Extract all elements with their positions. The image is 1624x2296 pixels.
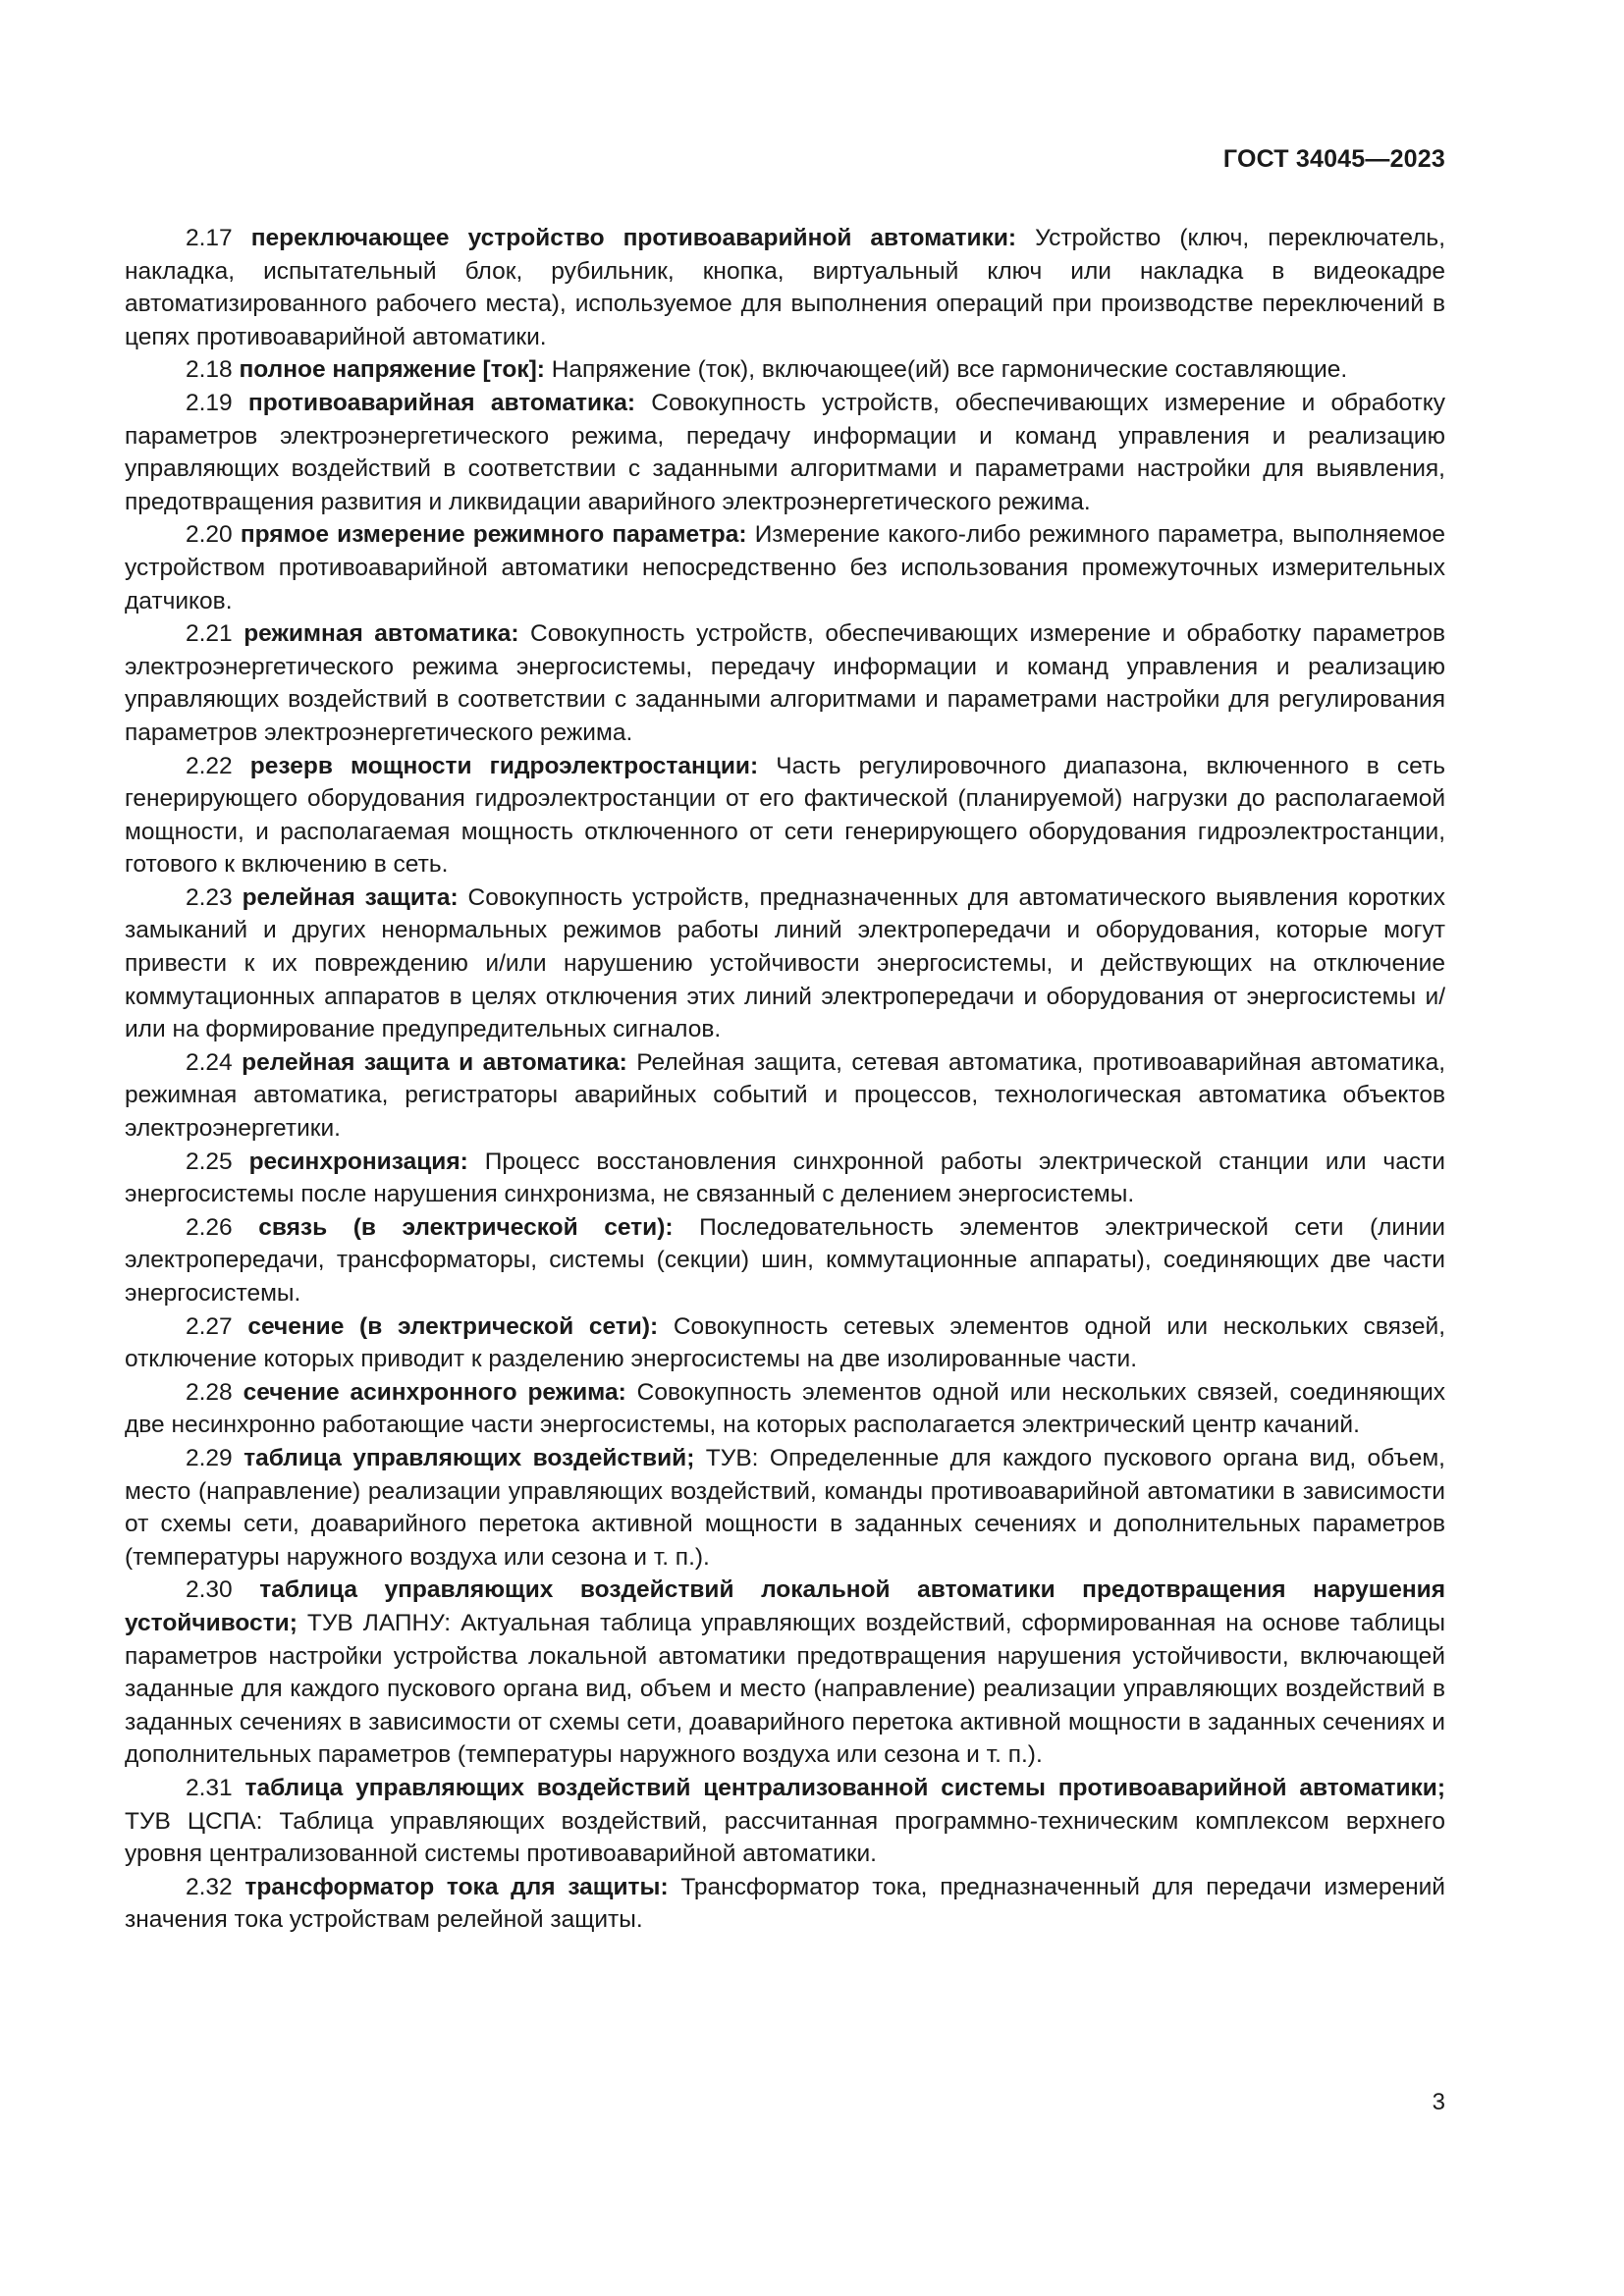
term-entry [125, 1211, 1445, 1310]
entry-number: 2.19 [186, 389, 233, 416]
entry-number: 2.18 [186, 356, 233, 384]
entry-term: прямое измерение режимного параметра: [240, 521, 747, 549]
entry-term: таблица управляющих воздействий; [244, 1444, 695, 1471]
entry-definition: Совокупность устройств, обеспечивающих измерение и обработку параметров электроэнергетического режима энергосистемы, передачу информации и команд управления и реализацию управляющих воздействий в соответствии с заданными алгоритмами и параметрами настройки для регулирования параметров электроэнергетического режима. [125, 620, 1445, 746]
entry-term: таблица управляющих воздействий централизованной системы противоаварийной автоматики; [244, 1774, 1446, 1801]
term-entry [125, 1772, 1445, 1871]
entry-definition: Напряжение (ток), включающее(ий) все гармонические составляющие. [551, 356, 1348, 384]
term-entry [125, 1376, 1445, 1442]
entry-definition: Часть регулировочного диапазона, включенного в сеть генерирующего оборудования гидроэлектростанции от его фактической (планируемой) нагрузки до располагаемой мощности, и располагаемая мощность отключенного от сети генерирующего оборудования гидроэлектростанции, готового к включению в сеть. [125, 752, 1445, 879]
entry-term: релейная защита и автоматика: [242, 1048, 627, 1076]
term-entry [125, 222, 1445, 353]
entry-number: 2.26 [186, 1213, 233, 1241]
term-entry [125, 518, 1445, 617]
entry-definition: Последовательность элементов электрической сети (линии электропередачи, трансформаторы, системы (секции) шин, коммутационные аппараты), соединяющих две части энергосистемы. [125, 1213, 1445, 1307]
entry-term: полное напряжение [ток]: [239, 356, 545, 384]
term-entry [125, 387, 1445, 518]
term-entry [125, 1046, 1445, 1146]
term-entry [125, 617, 1445, 749]
entry-term: связь (в электрической сети): [258, 1213, 674, 1241]
entry-term: переключающее устройство противоаварийной автоматики: [250, 225, 1017, 251]
entry-term: ресинхронизация: [248, 1148, 468, 1175]
entry-number: 2.29 [186, 1444, 233, 1471]
entry-term: сечение (в электрической сети): [247, 1312, 659, 1340]
term-entry [125, 1310, 1445, 1376]
entry-term: противоаварийная автоматика: [247, 389, 636, 416]
entry-number: 2.17 [186, 225, 233, 251]
entry-definition: Процесс восстановления синхронной работы электрической станции или части энергосистемы после нарушения синхронизма, не связанный с делением энергосистемы. [125, 1148, 1445, 1208]
entry-number: 2.22 [186, 752, 233, 779]
entry-number: 2.31 [186, 1774, 233, 1801]
entry-definition: Совокупность устройств, предназначенных для автоматического выявления коротких замыканий и других ненормальных режимов работы линий электропередачи и оборудования, которые могут привести к их повреждению и/или нарушению устойчивости энергосистемы, и действующих на отключение коммутационных аппаратов в целях отключения этих линий электропередачи и оборудования от энергосистемы и/или на формирование предупредительных сигналов. [125, 883, 1445, 1043]
entry-number: 2.32 [186, 1873, 233, 1900]
entry-term: сечение асинхронного режима: [243, 1378, 626, 1406]
entry-number: 2.28 [186, 1378, 233, 1406]
term-entry [125, 750, 1445, 881]
entry-definition: Устройство (ключ, переключатель, накладка, испытательный блок, рубильник, кнопка, виртуальный ключ или накладка в видеокадре автоматизированного рабочего места), используемое для выполнения операций при производстве переключений в цепях противоаварийной автоматики. [125, 225, 1445, 350]
term-entry [125, 1871, 1445, 1937]
entry-definition: ТУВ ЛАПНУ: Актуальная таблица управляющих воздействий, сформированная на основе таблицы параметров настройки устройства локальной автоматики предотвращения нарушения устойчивости, включающей заданные для каждого пускового органа вид, объем и место (направление) реализации управляющих воздействий в заданных сечениях в зависимости от схемы сети, доаварийного перетока активной мощности в заданных сечениях и дополнительных параметров (температуры наружного воздуха или сезона и т. п.). [125, 1609, 1446, 1769]
entry-number: 2.30 [186, 1576, 233, 1604]
entry-term: резерв мощности гидроэлектростанции: [249, 752, 759, 779]
term-entry [125, 881, 1445, 1046]
standard-header: ГОСТ 34045—2023 [1222, 145, 1445, 173]
entry-definition: Совокупность элементов одной или нескольких связей, соединяющих две несинхронно работающие части энергосистемы, на которых располагается электрический центр качаний. [125, 1378, 1446, 1439]
entry-definition: Трансформатор тока, предназначенный для передачи измерений значения тока устройствам релейной защиты. [125, 1873, 1445, 1934]
entry-term: режимная автоматика: [244, 620, 519, 648]
terms-list [125, 222, 1445, 1937]
entry-number: 2.24 [186, 1048, 233, 1076]
entry-definition: ТУВ: Определенные для каждого пускового органа вид, объем, место (направление) реализации управляющих воздействий, команды противоаварийной автоматики в зависимости от схемы сети, доаварийного перетока активной мощности в заданных сечениях и дополнительных параметров (температуры наружного воздуха или сезона и т. п.). [125, 1444, 1445, 1571]
entry-definition: Совокупность сетевых элементов одной или нескольких связей, отключение которых приводит к разделению энергосистемы на две изолированные части. [125, 1312, 1445, 1373]
entry-number: 2.27 [186, 1312, 233, 1340]
entry-number: 2.20 [186, 521, 233, 549]
entry-definition: Совокупность устройств, обеспечивающих измерение и обработку параметров электроэнергетического режима, передачу информации и команд управления и реализацию управляющих воздействий в соответствии с заданными алгоритмами и параметрами настройки для выявления, предотвращения развития и ликвидации аварийного электроэнергетического режима. [125, 389, 1445, 515]
page-number: 3 [1432, 2089, 1445, 2115]
term-entry [125, 1574, 1445, 1772]
term-entry [125, 353, 1445, 387]
entry-term: релейная защита: [242, 883, 459, 911]
entry-number: 2.21 [186, 620, 233, 648]
entry-definition: Релейная защита, сетевая автоматика, противоаварийная автоматика, режимная автоматика, регистраторы аварийных событий и процессов, технологическая автоматика объектов электроэнергетики. [125, 1048, 1446, 1143]
entry-number: 2.23 [186, 883, 233, 911]
entry-definition: ТУВ ЦСПА: Таблица управляющих воздействий, рассчитанная программно-техническим комплексом верхнего уровня централизованной системы противоаварийной автоматики. [125, 1807, 1445, 1868]
term-entry [125, 1442, 1445, 1574]
term-entry [125, 1146, 1445, 1211]
entry-definition: Измерение какого-либо режимного параметра, выполняемое устройством противоаварийной автоматики непосредственно без использования промежуточных измерительных датчиков. [125, 521, 1445, 614]
entry-term: таблица управляющих воздействий локальной автоматики предотвращения нарушения устойчивости; [125, 1576, 1445, 1636]
entry-term: трансформатор тока для защиты: [244, 1873, 669, 1900]
entry-number: 2.25 [186, 1148, 233, 1175]
